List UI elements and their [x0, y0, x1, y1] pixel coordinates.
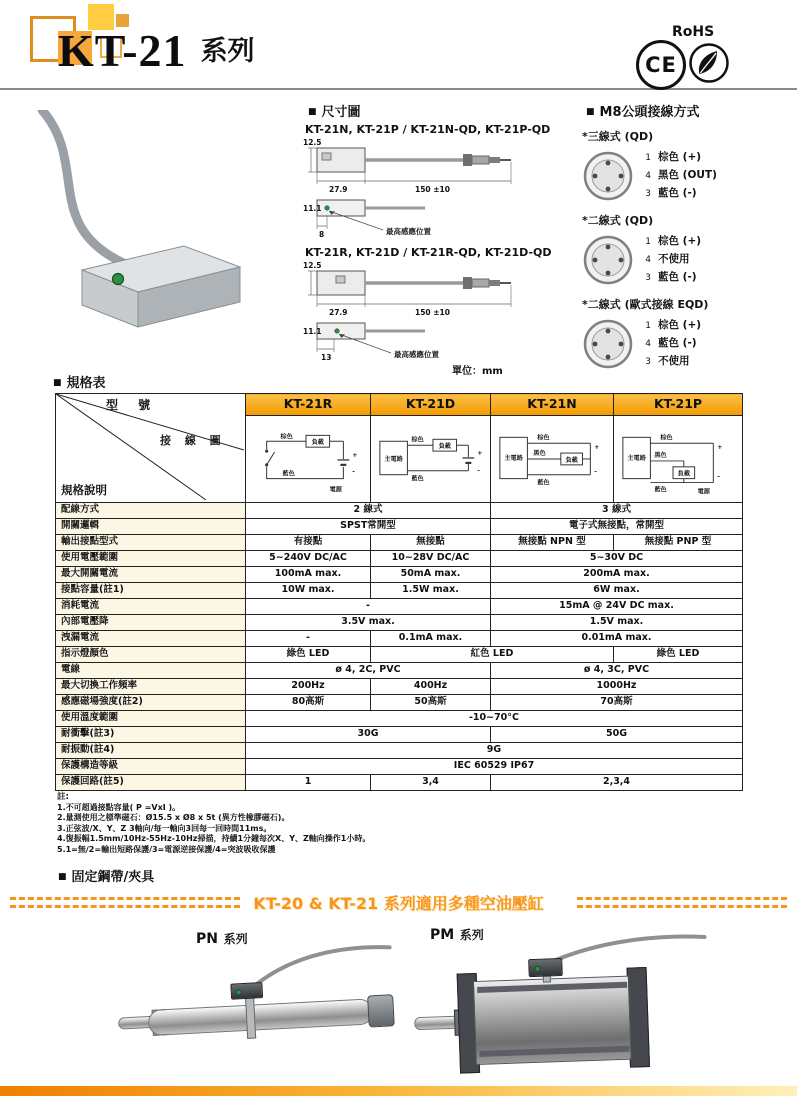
- dim-cable-length: 150 ±10: [415, 185, 450, 194]
- spec-value: 400Hz: [371, 678, 491, 694]
- blue-wire-label: 藍色: [282, 470, 295, 478]
- spec-value: 電子式無接點，常開型: [491, 518, 743, 534]
- spec-value: -: [246, 598, 491, 614]
- spec-value: 9G: [246, 742, 743, 758]
- spec-value: 200mA max.: [491, 566, 743, 582]
- brown-wire-label: 棕色: [280, 433, 293, 441]
- pin-row: [643, 353, 701, 370]
- pin-row: [643, 149, 717, 166]
- note-line: 4.復振幅1.5mm/10Hz-55Hz-10Hz掃描，持續1分鐘每次X、Y、Z軸向操作1小時。: [57, 834, 371, 843]
- pin-row: [643, 185, 717, 202]
- circuit-diagram: [615, 417, 733, 497]
- power-label: 電源: [697, 488, 710, 496]
- m8-connector-icon: [582, 234, 634, 286]
- spec-value: 5~240V DC/AC: [246, 550, 371, 566]
- spec-value: 6W max.: [491, 582, 743, 598]
- square-bullet-icon: ■: [308, 107, 317, 117]
- load-label: 負載: [311, 439, 324, 447]
- black-wire-label: 黑色: [533, 450, 546, 458]
- mounting-band: [245, 996, 256, 1038]
- spec-row-label: 內部電壓降: [56, 614, 246, 630]
- spec-value: 10W max.: [246, 582, 371, 598]
- series-word: 系列: [200, 36, 255, 67]
- spec-value: 50高斯: [371, 694, 491, 710]
- sensor-block: [528, 958, 563, 977]
- pin-label: 不使用: [658, 253, 690, 265]
- spec-row-label: 使用溫度範圍: [56, 710, 246, 726]
- blue-wire-label: 藍色: [654, 486, 667, 494]
- pin-label: 棕色 (+): [658, 319, 702, 331]
- dim-width: 27.9: [329, 308, 348, 317]
- leaf-icon: [688, 42, 730, 88]
- pin-number: 4: [645, 255, 651, 265]
- spec-value: 2,3,4: [491, 774, 743, 790]
- pin-row: [643, 233, 701, 250]
- square-bullet-icon: ■: [53, 378, 62, 388]
- spec-value: 1000Hz: [491, 678, 743, 694]
- square-bullet-icon: ■: [58, 872, 67, 882]
- spec-value: 15mA @ 24V DC max.: [491, 598, 743, 614]
- model-header: KT-21D: [371, 394, 491, 416]
- note-line: 2.量測使用之標準磁石：Ø15.5 x Ø8 x 5t (異方性橡膠磁石)。: [57, 813, 290, 822]
- model-header: KT-21R: [246, 394, 371, 416]
- dim-width: 27.9: [329, 185, 348, 194]
- corner-desc-label: 規格說明: [61, 482, 107, 497]
- minus-label: -: [717, 473, 720, 481]
- spec-row-label: 最大開關電流: [56, 566, 246, 582]
- spec-value: 綠色 LED: [246, 646, 371, 662]
- spec-value: 5~30V DC: [491, 550, 743, 566]
- spec-value: 綠色 LED: [614, 646, 743, 662]
- pin-number: 3: [645, 273, 651, 283]
- dim-offset: 8: [319, 230, 325, 239]
- pin-list: [643, 233, 701, 286]
- spec-row-label: 接點容量(註1): [56, 582, 246, 598]
- pin-row: [643, 269, 701, 286]
- spec-value: SPST常開型: [246, 518, 491, 534]
- pin-number: 1: [645, 237, 651, 247]
- spec-row-label: 洩漏電流: [56, 630, 246, 646]
- m8-group-3wire: [582, 128, 794, 202]
- spec-value: 10~28V DC/AC: [371, 550, 491, 566]
- rohs-label: RoHS: [672, 24, 715, 40]
- corner-wiring-label: 接 線 圖: [160, 434, 226, 447]
- dash-decoration: [10, 897, 240, 908]
- pin-number: 4: [645, 339, 651, 349]
- spec-row-label: 保護回路(註5): [56, 774, 246, 790]
- spec-row-label: 耐衝擊(註3): [56, 726, 246, 742]
- model-header: KT-21N: [491, 394, 614, 416]
- dim-models-2: KT-21R, KT-21D / KT-21R-QD, KT-21D-QD: [305, 246, 552, 259]
- page-title: [58, 24, 255, 77]
- pin-label: 不使用: [658, 355, 690, 367]
- pin-number: 1: [645, 321, 651, 331]
- plus-label: +: [477, 450, 483, 458]
- led-indicator-icon: [534, 966, 540, 972]
- spec-value: 0.01mA max.: [491, 630, 743, 646]
- note-line: 3.正弦波/X、Y、Z 3軸向/每一軸向3回每一回時間11ms。: [57, 823, 272, 833]
- spec-value: 0.1mA max.: [371, 630, 491, 646]
- spec-value: 80高斯: [246, 694, 371, 710]
- pin-number: 4: [645, 171, 651, 181]
- spec-value: 無接點: [371, 534, 491, 550]
- spec-value: 30G: [246, 726, 491, 742]
- series-code: KT-21: [58, 25, 187, 76]
- spec-value: 紅色 LED: [371, 646, 614, 662]
- black-wire-label: 黑色: [654, 452, 667, 459]
- blue-wire-label: 藍色: [537, 479, 550, 487]
- wiring-diagram-kt21r: [246, 416, 371, 503]
- spec-row-label: 耐振動(註4): [56, 742, 246, 758]
- end-cap: [367, 994, 395, 1027]
- main-circuit-label: 主電路: [504, 454, 523, 462]
- pm-cylinder-photo: [409, 931, 714, 1091]
- circuit-diagram: [372, 417, 490, 497]
- spec-row-label: 開關邏輯: [56, 518, 246, 534]
- pin-row: [643, 317, 701, 334]
- banner-text: KT-20 & KT-21 系列適用多種空油壓缸: [253, 894, 544, 913]
- minus-label: -: [352, 468, 355, 476]
- brown-wire-label: 棕色: [411, 436, 424, 444]
- spec-row-label: 配線方式: [56, 502, 246, 518]
- circuit-diagram: [492, 417, 610, 497]
- dim-body-height: 11.1: [303, 327, 322, 336]
- load-label: 負載: [438, 443, 451, 451]
- section-title-text: M8公頭接線方式: [599, 105, 700, 120]
- notes-title: 註:: [57, 792, 69, 802]
- spec-value: 1.5W max.: [371, 582, 491, 598]
- pin-label: 藍色 (-): [658, 187, 697, 199]
- main-circuit-label: 主電路: [384, 455, 403, 463]
- load-label: 負載: [677, 470, 691, 478]
- sensor-cable: [539, 931, 710, 967]
- sensor-photo: [12, 110, 277, 340]
- pin-row: [643, 251, 701, 268]
- sense-position-label: 最高感應位置: [386, 227, 431, 236]
- led-indicator-icon: [113, 274, 124, 285]
- spec-value: 1.5V max.: [491, 614, 743, 630]
- spec-value: 有接點: [246, 534, 371, 550]
- pin-number: 1: [645, 153, 651, 163]
- pin-list: [643, 149, 717, 202]
- circuit-diagram: [247, 417, 365, 497]
- pin-label: 黑色 (OUT): [658, 169, 717, 181]
- product-name: PN: [196, 931, 218, 947]
- footnotes: [57, 792, 370, 855]
- power-label: 電源: [329, 486, 342, 494]
- plus-label: +: [717, 444, 723, 452]
- dimension-diagram-2: [303, 259, 589, 363]
- plus-label: +: [594, 444, 600, 452]
- pin-number: 3: [645, 189, 651, 199]
- spec-value: 無接點 NPN 型: [491, 534, 614, 550]
- spec-value: 70高斯: [491, 694, 743, 710]
- corner-model-label: 型 號: [106, 398, 159, 412]
- table-corner-cell: [56, 394, 246, 503]
- spec-value: 1: [246, 774, 371, 790]
- dim-cable-length: 150 ±10: [415, 308, 450, 317]
- section-title-m8: [586, 101, 700, 120]
- section-title-spec: [53, 372, 106, 391]
- spec-value: 100mA max.: [246, 566, 371, 582]
- header-divider: [0, 88, 797, 90]
- minus-label: -: [477, 467, 480, 475]
- spec-value: -: [246, 630, 371, 646]
- brown-wire-label: 棕色: [537, 434, 550, 442]
- spec-value: ø 4, 3C, PVC: [491, 662, 743, 678]
- pin-label: 藍色 (-): [658, 271, 697, 283]
- model-header: KT-21P: [614, 394, 743, 416]
- application-banner: [0, 889, 797, 916]
- product-suffix: 系列: [223, 932, 248, 946]
- pin-label: 棕色 (+): [658, 235, 702, 247]
- m8-group-label: *三線式 (QD): [582, 130, 654, 143]
- dimension-diagram-1: [303, 136, 589, 240]
- note-line: 5.1=無/2=輸出短路保護/3=電源逆接保護/4=突波吸收保護: [57, 844, 276, 854]
- m8-group-label: *二線式 (歐式接線 EQD): [582, 298, 709, 311]
- sensor-block: [230, 982, 263, 1000]
- dim-height: 12.5: [303, 138, 322, 147]
- spec-value: 50mA max.: [371, 566, 491, 582]
- spec-value: 3,4: [371, 774, 491, 790]
- pin-number: 3: [645, 357, 651, 367]
- spec-row-label: 指示燈顏色: [56, 646, 246, 662]
- spec-value: 2 線式: [246, 502, 491, 518]
- brown-wire-label: 棕色: [660, 434, 673, 442]
- minus-label: -: [594, 468, 597, 476]
- spec-row-label: 最大切換工作頻率: [56, 678, 246, 694]
- pin-label: 藍色 (-): [658, 337, 697, 349]
- pin-row: [643, 167, 717, 184]
- note-line: 1.不可超過接點容量( P =VxI )。: [57, 802, 181, 812]
- spec-value: ø 4, 2C, PVC: [246, 662, 491, 678]
- m8-connector-icon: [582, 150, 634, 202]
- spec-row-label: 使用電壓範圍: [56, 550, 246, 566]
- section-title-text: 尺寸圖: [321, 105, 361, 120]
- product-name: PM: [430, 927, 455, 943]
- spec-row-label: 消耗電流: [56, 598, 246, 614]
- wiring-diagram-kt21p: [614, 416, 743, 503]
- spec-value: 3.5V max.: [246, 614, 491, 630]
- plus-label: +: [352, 452, 358, 459]
- spec-value: -10~70°C: [246, 710, 743, 726]
- section-title-text: 規格表: [66, 376, 106, 391]
- pin-list: [643, 317, 701, 370]
- m8-group-2wire: [582, 212, 794, 286]
- spec-row-label: 保護構造等級: [56, 758, 246, 774]
- section-title-dimensions: [308, 101, 361, 120]
- led-indicator-icon: [236, 989, 242, 995]
- pn-series-label: [196, 928, 248, 947]
- m8-connector-icon: [582, 318, 634, 370]
- spec-value: 200Hz: [246, 678, 371, 694]
- spec-value: 50G: [491, 726, 743, 742]
- sense-position-label: 最高感應位置: [394, 350, 439, 359]
- m8-group-2wire-eqd: [582, 296, 794, 370]
- product-suffix: 系列: [459, 928, 484, 942]
- spec-table: [55, 393, 743, 791]
- pn-cylinder-photo: [115, 938, 414, 1091]
- spec-row-label: 輸出接點型式: [56, 534, 246, 550]
- spec-value: 無接點 PNP 型: [614, 534, 743, 550]
- square-bullet-icon: ■: [586, 107, 595, 117]
- wiring-diagram-kt21n: [491, 416, 614, 503]
- load-label: 負載: [565, 456, 578, 464]
- spec-value: 3 線式: [491, 502, 743, 518]
- dim-offset: 13: [321, 353, 332, 362]
- spec-value: IEC 60529 IP67: [246, 758, 743, 774]
- section-title-text: 固定鋼帶/夾具: [71, 870, 155, 885]
- cylinder-tube: [148, 998, 374, 1036]
- spec-row-label: 電線: [56, 662, 246, 678]
- main-circuit-label: 主電路: [627, 454, 646, 462]
- section-title-fixture: [58, 866, 154, 885]
- ce-letters: CE: [645, 53, 677, 77]
- dim-models-1: KT-21N, KT-21P / KT-21N-QD, KT-21P-QD: [305, 123, 551, 136]
- footer-gradient-bar: [0, 1086, 797, 1096]
- pin-row: [643, 335, 701, 352]
- dim-body-height: 11.1: [303, 204, 322, 213]
- wiring-diagram-kt21d: [371, 416, 491, 503]
- m8-group-label: *二線式 (QD): [582, 214, 654, 227]
- blue-wire-label: 藍色: [411, 475, 424, 483]
- ce-mark-icon: [636, 40, 686, 90]
- pin-label: 棕色 (+): [658, 151, 702, 163]
- dash-decoration: [577, 897, 787, 908]
- unit-label: 單位：mm: [452, 366, 503, 377]
- dim-height: 12.5: [303, 261, 322, 270]
- spec-row-label: 感應磁場強度(註2): [56, 694, 246, 710]
